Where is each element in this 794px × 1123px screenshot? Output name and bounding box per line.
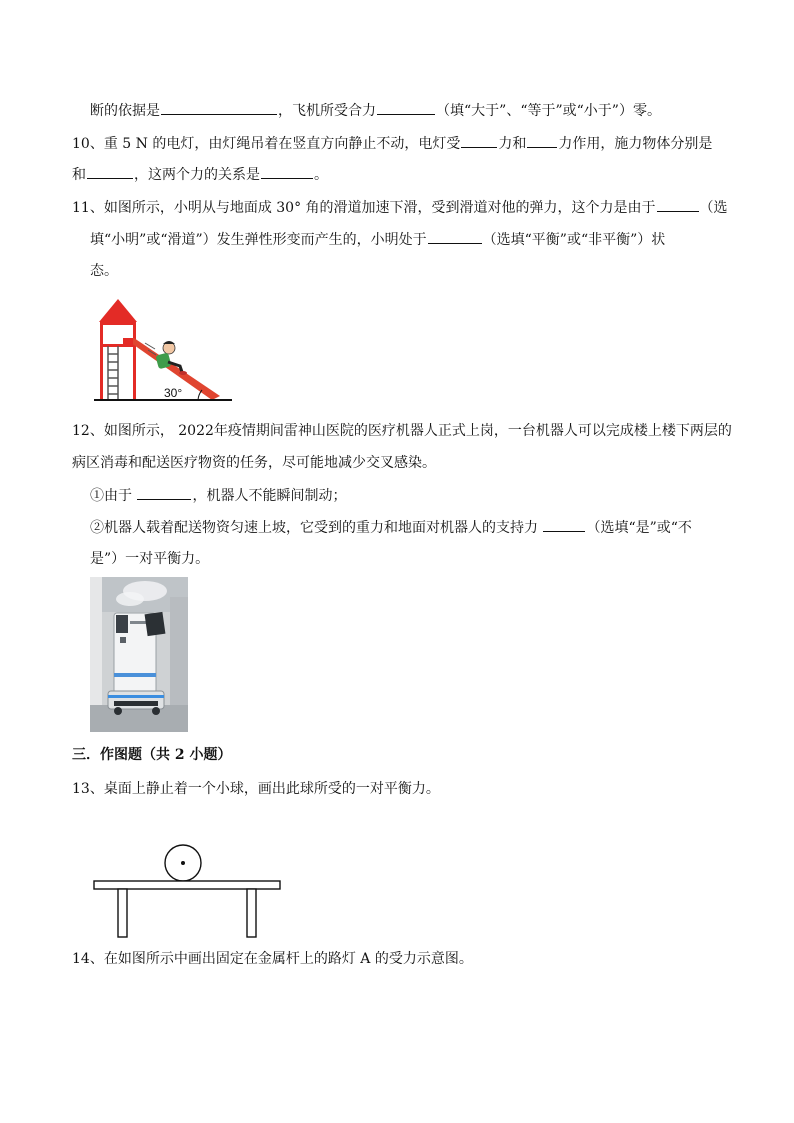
answer-blank[interactable] xyxy=(377,100,435,115)
answer-blank[interactable] xyxy=(161,100,277,115)
ball-table-figure xyxy=(92,842,284,940)
q14-line: 14、在如图所示中画出固定在金属杆上的路灯 A 的受力示意图。 xyxy=(72,951,473,967)
q12-line-2: 病区消毒和配送医疗物资的任务，尽可能地减少交叉感染。 xyxy=(72,455,436,471)
section-heading: 三．作图题（共 2 小题） xyxy=(72,747,232,763)
q12-sub-2-cont: 是”）一对平衡力。 xyxy=(90,551,210,567)
answer-blank[interactable] xyxy=(261,164,313,179)
robot-photo xyxy=(90,577,188,732)
answer-blank[interactable] xyxy=(461,133,497,148)
answer-blank[interactable] xyxy=(137,485,191,500)
q12-sub-1: ①由于 ，机器人不能瞬间制动； xyxy=(90,485,346,506)
q10-line-1: 10、重 5 N 的电灯，由灯绳吊着在竖直方向静止不动，电灯受 力和 力作用，施力物体分别是 xyxy=(72,133,712,154)
q12-line-1: 12、如图所示， 2022年疫情期间雷神山医院的医疗机器人正式上岗，一台机器人可以完成楼上楼下两层的 xyxy=(72,423,732,439)
table-leg-left xyxy=(118,889,127,937)
q13-line: 13、桌面上静止着一个小球，画出此球所受的一对平衡力。 xyxy=(72,781,440,797)
answer-blank[interactable] xyxy=(543,517,585,532)
answer-blank[interactable] xyxy=(657,197,699,212)
table-leg-right xyxy=(247,889,256,937)
answer-blank[interactable] xyxy=(527,133,557,148)
tower-post-right xyxy=(133,322,136,399)
q9-line: 断的依据是 ，飞机所受合力 （填“大于”、“等于”或“小于”）零。 xyxy=(90,100,661,121)
table-top xyxy=(94,881,280,889)
q11-line-3: 态。 xyxy=(90,263,118,279)
answer-blank[interactable] xyxy=(87,164,133,179)
ball-center-dot xyxy=(181,861,185,865)
ladder xyxy=(108,346,118,399)
angle-label: 30° xyxy=(164,386,183,400)
tower-post-left xyxy=(100,322,103,399)
answer-blank[interactable] xyxy=(428,229,482,244)
q11-line-1: 11、如图所示，小明从与地面成 30° 角的滑道加速下滑，受到滑道对他的弹力，这个力是由于 （选 xyxy=(72,197,728,218)
slide-figure xyxy=(90,296,240,406)
tower-roof xyxy=(99,299,137,322)
q12-sub-2: ②机器人载着配送物资匀速上坡，它受到的重力和地面对机器人的支持力 （选填“是”或“不 xyxy=(90,517,692,538)
q10-line-2: 和 ，这两个力的关系是 。 xyxy=(72,164,328,185)
q11-line-2: 填“小明”或“滑道”）发生弹性形变而产生的，小明处于 （选填“平衡”或“非平衡”）状 xyxy=(90,229,665,250)
